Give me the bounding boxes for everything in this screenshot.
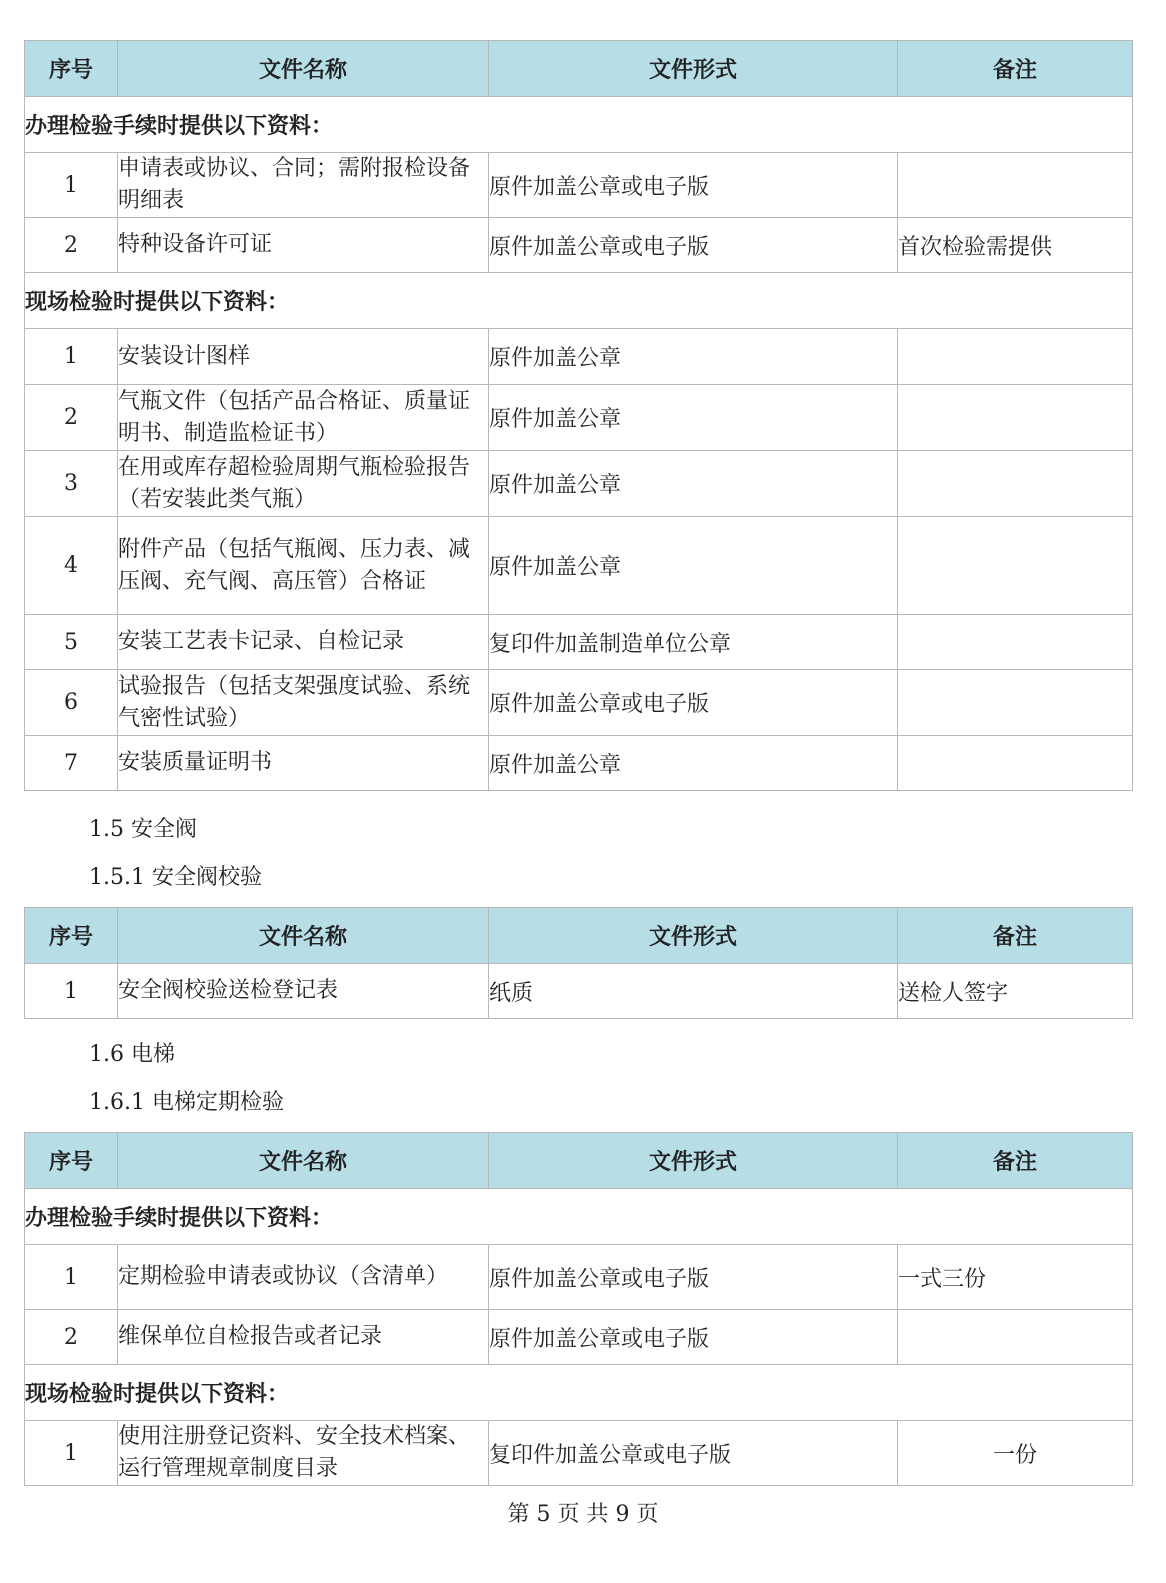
table-row [25,451,1133,517]
table-row [25,517,1133,615]
section-label: 现场检验时提供以下资料： [25,273,1133,329]
header-name: 文件名称 [118,908,489,964]
cell-form: 原件加盖公章 [489,385,898,451]
cell-name: 在用或库存超检验周期气瓶检验报告（若安装此类气瓶） [118,451,489,517]
cell-note [898,385,1133,451]
cell-note [898,153,1133,218]
cell-note [898,329,1133,385]
header-form: 文件形式 [489,908,898,964]
cell-no: 2 [25,385,118,451]
heading-1-6-1: 1.6.1 电梯定期检验 [89,1090,284,1115]
cell-note [898,1310,1133,1365]
header-name: 文件名称 [118,1133,489,1189]
cell-form: 原件加盖公章 [489,517,898,615]
cell-no: 5 [25,615,118,670]
cell-form: 原件加盖公章或电子版 [489,1245,898,1310]
heading-1-5: 1.5 安全阀 [89,817,197,842]
cell-form: 原件加盖公章或电子版 [489,1310,898,1365]
page-footer: 第 5 页 共 9 页 [507,1502,659,1527]
cell-form: 复印件加盖制造单位公章 [489,615,898,670]
table-row [25,670,1133,736]
table-row [25,964,1133,1019]
section-label: 办理检验手续时提供以下资料： [25,97,1133,153]
section-row [25,273,1133,329]
table-row [25,218,1133,273]
table-row [25,153,1133,218]
cell-form: 纸质 [489,964,898,1019]
cell-note [898,670,1133,736]
header-form: 文件形式 [489,1133,898,1189]
table-row [25,615,1133,670]
table-row [25,1310,1133,1365]
cell-form: 复印件加盖公章或电子版 [489,1421,898,1486]
cell-form: 原件加盖公章 [489,736,898,791]
table-row [25,1245,1133,1310]
cell-name: 安装工艺表卡记录、自检记录 [118,615,489,670]
cell-form: 原件加盖公章 [489,451,898,517]
header-note: 备注 [898,908,1133,964]
cell-form: 原件加盖公章或电子版 [489,153,898,218]
section-row [25,1189,1133,1245]
header-name: 文件名称 [118,41,489,97]
cell-note: 首次检验需提供 [898,218,1133,273]
table-row [25,1421,1133,1486]
section-label: 现场检验时提供以下资料： [25,1365,1133,1421]
header-note: 备注 [898,41,1133,97]
header-no: 序号 [25,41,118,97]
table-elevator-inspection [24,1132,1133,1486]
cell-no: 4 [25,517,118,615]
cell-note [898,451,1133,517]
cell-no: 1 [25,964,118,1019]
cell-note: 一式三份 [898,1245,1133,1310]
cell-name: 维保单位自检报告或者记录 [118,1310,489,1365]
cell-no: 2 [25,1310,118,1365]
cell-note: 一份 [898,1421,1133,1486]
cell-no: 2 [25,218,118,273]
header-no: 序号 [25,1133,118,1189]
cell-no: 3 [25,451,118,517]
table-row [25,329,1133,385]
cell-form: 原件加盖公章或电子版 [489,218,898,273]
table-header-row [25,908,1133,964]
cell-name: 试验报告（包括支架强度试验、系统气密性试验） [118,670,489,736]
cell-note [898,736,1133,791]
heading-1-6: 1.6 电梯 [89,1042,175,1067]
cell-form: 原件加盖公章或电子版 [489,670,898,736]
cell-no: 1 [25,153,118,218]
table-row [25,736,1133,791]
table-header-row [25,41,1133,97]
cell-name: 附件产品（包括气瓶阀、压力表、减压阀、充气阀、高压管）合格证 [118,517,489,615]
cell-no: 6 [25,670,118,736]
cell-no: 7 [25,736,118,791]
cell-name: 申请表或协议、合同；需附报检设备明细表 [118,153,489,218]
section-label: 办理检验手续时提供以下资料： [25,1189,1133,1245]
cell-note [898,517,1133,615]
section-row [25,1365,1133,1421]
table-safety-valve [24,907,1133,1019]
cell-form: 原件加盖公章 [489,329,898,385]
cell-name: 特种设备许可证 [118,218,489,273]
cell-name: 定期检验申请表或协议（含清单） [118,1245,489,1310]
table-header-row [25,1133,1133,1189]
cell-name: 安装设计图样 [118,329,489,385]
cell-name: 气瓶文件（包括产品合格证、质量证明书、制造监检证书） [118,385,489,451]
cell-name: 安装质量证明书 [118,736,489,791]
cell-no: 1 [25,1421,118,1486]
header-no: 序号 [25,908,118,964]
cell-name: 使用注册登记资料、安全技术档案、运行管理规章制度目录 [118,1421,489,1486]
cell-no: 1 [25,1245,118,1310]
table-row [25,385,1133,451]
cell-no: 1 [25,329,118,385]
cell-note [898,615,1133,670]
header-form: 文件形式 [489,41,898,97]
heading-1-5-1: 1.5.1 安全阀校验 [89,865,262,890]
cell-note: 送检人签字 [898,964,1133,1019]
table-pressure-vessel-install [24,40,1133,791]
section-row [25,97,1133,153]
header-note: 备注 [898,1133,1133,1189]
cell-name: 安全阀校验送检登记表 [118,964,489,1019]
